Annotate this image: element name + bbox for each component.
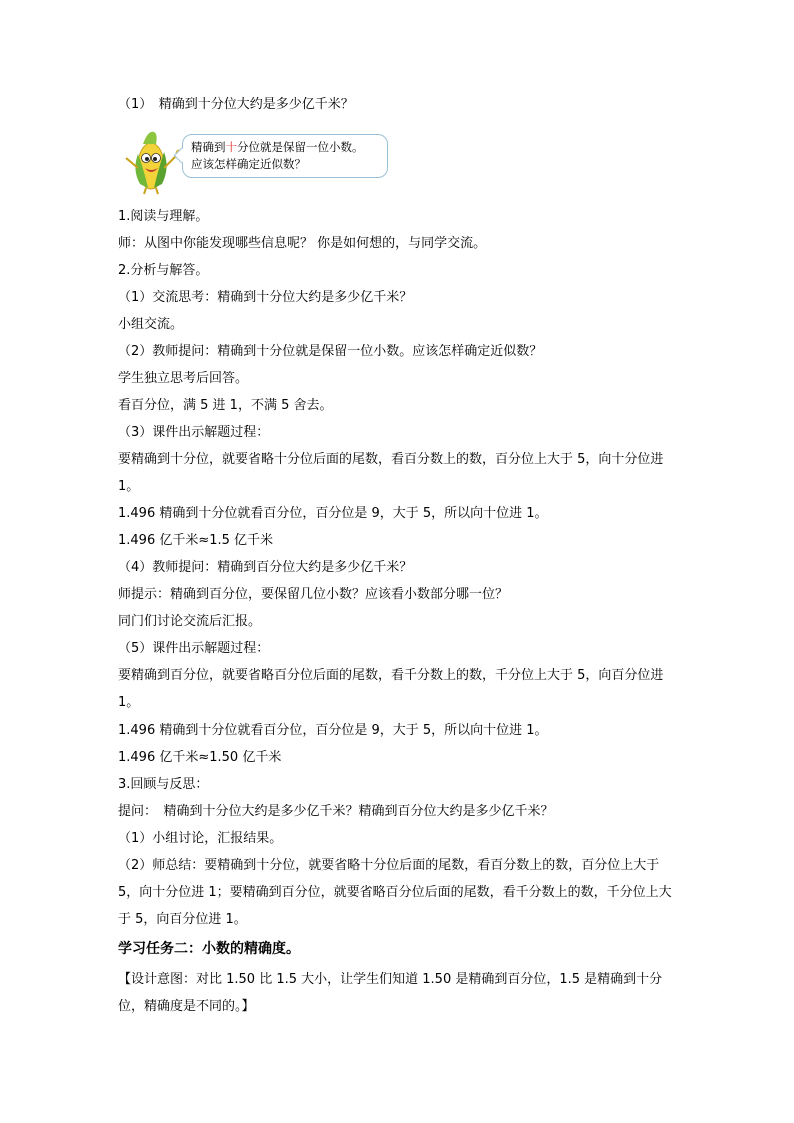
process-hundredths: 要精确到百分位，就要省略百分位后面的尾数，看千分数上的数，千分位上大于 5，向百分位进 1。 (118, 668, 664, 710)
bubble-text-accent: 十 (225, 140, 237, 154)
review-step-1: （1）小组讨论，汇报结果。 (118, 831, 283, 846)
teacher-question: 师：从图中你能发现哪些信息呢？ 你是如何想的，与同学交流。 (118, 236, 487, 251)
review-question: 提问： 精确到十分位大约是多少亿千米？精确到百分位大约是多少亿千米？ (118, 804, 554, 819)
section-reading: 1.阅读与理解。 (118, 209, 209, 224)
speech-bubble (182, 134, 388, 178)
step-4: （4）教师提问：精确到百分位大约是多少亿千米？ (118, 560, 413, 575)
step-2: （2）教师提问：精确到十分位就是保留一位小数。应该怎样确定近似数？ (118, 344, 543, 359)
review-summary: （2）师总结：要精确到十分位，就要省略十分位后面的尾数，看百分数上的数，百分位上大于 5，向十分位进 1；要精确到百分位，就要省略百分位后面的尾数，看千分数上的数，千分位上大于 5，向百分位进 1。 (118, 858, 672, 927)
result-hundredths: 1.496 亿千米≈1.50 亿千米 (118, 750, 282, 765)
question-heading: （1） 精确到十分位大约是多少亿千米？ (118, 97, 354, 112)
group-discussion: 小组交流。 (118, 317, 184, 332)
example-tenths: 1.496 精确到十分位就看百分位，百分位是 9，大于 5，所以向十位进 1。 (118, 506, 548, 521)
step-1: （1）交流思考：精确到十分位大约是多少亿千米？ (118, 290, 413, 305)
group-report: 同门们讨论交流后汇报。 (118, 614, 262, 629)
bubble-text-post: 分位就是保留一位小数。 (237, 140, 364, 154)
task-two-heading: 学习任务二：小数的精确度。 (118, 941, 300, 957)
bubble-text-pre: 精确到 (191, 140, 226, 154)
example-hundredths: 1.496 精确到十分位就看百分位，百分位是 9，大于 5，所以向十位进 1。 (118, 723, 548, 738)
hint-callout (118, 124, 398, 196)
section-analysis: 2.分析与解答。 (118, 263, 209, 278)
process-tenths: 要精确到十分位，就要省略十分位后面的尾数，看百分数上的数，百分位上大于 5，向十分位进 1。 (118, 452, 664, 494)
result-tenths: 1.496 亿千米≈1.5 亿千米 (118, 533, 274, 548)
bubble-line-1 (191, 139, 379, 156)
bubble-line-2: 应该怎样确定近似数？ (191, 157, 306, 171)
step-3: （3）课件出示解题过程： (118, 425, 270, 440)
student-answer: 学生独立思考后回答。 (118, 371, 249, 386)
design-intent: 【设计意图：对比 1.50 比 1.5 大小，让学生们知道 1.50 是精确到百分位，1.5 是精确到十分位，精确度是不同的。】 (118, 972, 663, 1014)
section-review: 3.回顾与反思： (118, 777, 209, 792)
teacher-hint: 师提示：精确到百分位，要保留几位小数？应该看小数部分哪一位？ (118, 587, 509, 602)
rounding-rule: 看百分位，满 5 进 1，不满 5 舍去。 (118, 398, 333, 413)
step-5: （5）课件出示解题过程： (118, 641, 270, 656)
